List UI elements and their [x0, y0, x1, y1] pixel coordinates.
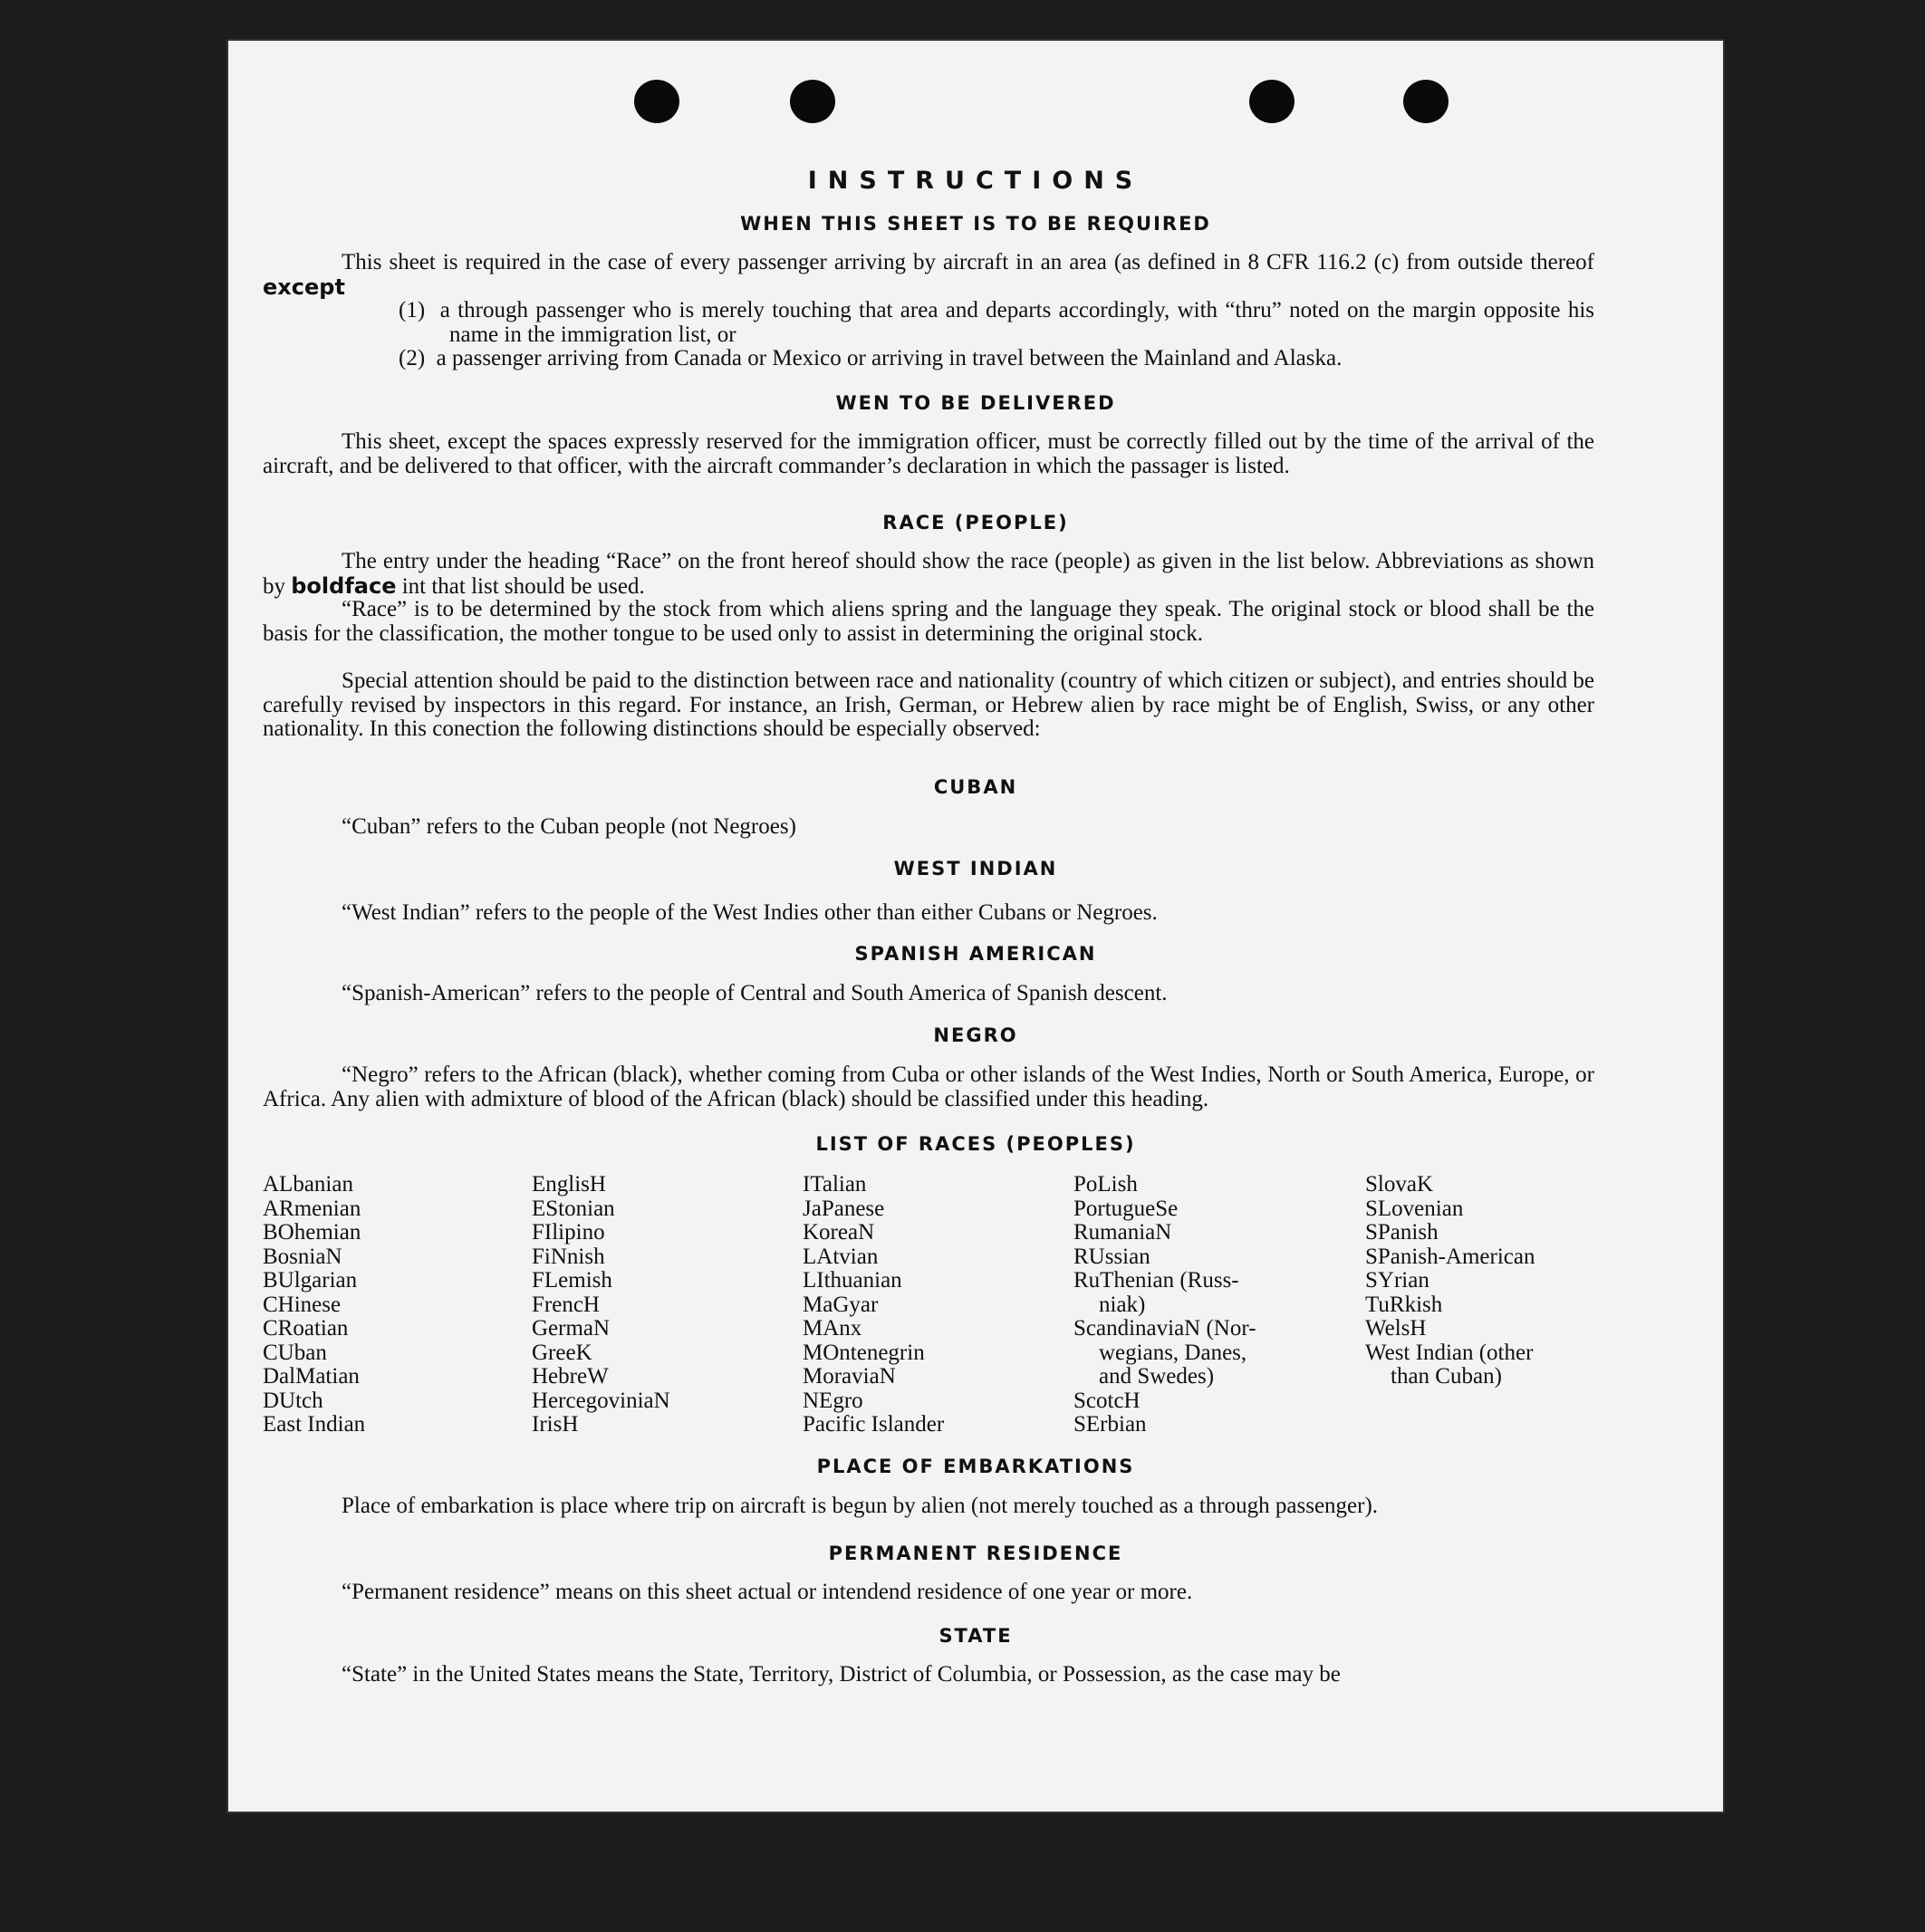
race-list-item: SLovenian [1365, 1196, 1464, 1221]
race-list-item: GermaN [532, 1316, 611, 1341]
section-heading-list-of-races: LIST OF RACES (PEOPLES) [815, 1133, 1136, 1155]
section-heading-race: RACE (PEOPLE) [882, 512, 1069, 533]
race-list-item: FiNnish [532, 1244, 605, 1269]
when-delivered-text: This sheet, except the spaces expressly reserved for the immigration officer, must be correctly filled out by the time of the arrival of the aircraft, and be delivered to that officer, with the aircraft commander’s declaration in which the passager is listed. [263, 429, 1594, 478]
race-list-item: DUtch [263, 1388, 323, 1413]
race-list-item: RumaniaN [1073, 1220, 1172, 1245]
section-heading-embarkation: PLACE OF EMBARKATIONS [816, 1456, 1135, 1477]
section-heading-when-required: WHEN THIS SHEET IS TO BE REQUIRED [740, 213, 1211, 235]
race-list-item: IrisH [532, 1412, 579, 1437]
race-list-item: KoreaN [803, 1220, 875, 1245]
state-text: “State” in the United States means the State, Territory, District of Columbia, or Possession, as the case may be [342, 1662, 1341, 1687]
race-list-item: FLemish [532, 1268, 612, 1293]
race-list-item: ALbanian [263, 1172, 353, 1197]
when-required-intro: This sheet is required in the case of every passenger arriving by aircraft in an area (as defined in 8 CFR 116.2 (c) from outside thereof except [263, 250, 1594, 300]
race-list-item: FrencH [532, 1292, 600, 1317]
punch-hole [790, 80, 835, 123]
west-indian-text: “West Indian” refers to the people of the West Indies other than either Cubans or Negroes. [342, 900, 1158, 925]
races-column-2 [532, 1173, 670, 1437]
race-list-item: GreeK [532, 1340, 592, 1365]
race-list-item: NEgro [803, 1388, 863, 1413]
race-list-item: DalMatian [263, 1364, 360, 1389]
race-list-item: West Indian (other [1365, 1340, 1534, 1365]
exception-item-1: (1) a through passenger who is merely touching that area and departs accordingly, with “thru” noted on the margin opposite his name in the immigration list, or [399, 298, 1594, 347]
negro-text: “Negro” refers to the African (black), whether coming from Cuba or other islands of the West Indies, North or South America, Europe, or Africa. Any alien with admixture of blood of the African (black) should be classified under this heading. [263, 1062, 1594, 1111]
race-list-item: MOntenegrin [803, 1340, 925, 1365]
spanish-american-text: “Spanish-American” refers to the people of Central and South America of Spanish descent. [342, 981, 1168, 1005]
race-list-item: SPanish-American [1365, 1244, 1535, 1269]
race-list-item: East Indian [263, 1412, 366, 1437]
race-list-item: LIthuanian [803, 1268, 902, 1293]
race-list-item: FIlipino [532, 1220, 605, 1245]
race-list-item: CHinese [263, 1292, 342, 1317]
race-list-item: ScandinaviaN (Nor- [1073, 1316, 1256, 1341]
race-list-item: MaGyar [803, 1292, 879, 1317]
document-title: INSTRUCTIONS [807, 167, 1144, 195]
race-list-item: CRoatian [263, 1316, 349, 1341]
race-list-item: JaPanese [803, 1196, 885, 1221]
race-list-item: BOhemian [263, 1220, 361, 1245]
race-list-item: wegians, Danes, [1099, 1340, 1247, 1365]
cuban-text: “Cuban” refers to the Cuban people (not Negroes) [342, 814, 796, 839]
race-list-item: CUban [263, 1340, 327, 1365]
race-list-item: SYrian [1365, 1268, 1429, 1293]
race-paragraph-1: The entry under the heading “Race” on the front hereof should show the race (people) as given in the list below. Abbreviations as shown by boldface int that list should be used. [263, 549, 1594, 599]
race-list-item: Pacific Islander [803, 1412, 945, 1437]
race-list-item: TuRkish [1365, 1292, 1443, 1317]
race-list-item: WelsH [1365, 1316, 1427, 1341]
race-list-item: RUssian [1073, 1244, 1150, 1269]
race-list-item: RuThenian (Russ- [1073, 1268, 1239, 1293]
race-list-item: LAtvian [803, 1244, 879, 1269]
race-list-item: EnglisH [532, 1172, 606, 1197]
punch-hole [634, 80, 679, 123]
race-list-item: PortugueSe [1073, 1196, 1179, 1221]
race-list-item: EStonian [532, 1196, 615, 1221]
section-heading-state: STATE [938, 1625, 1013, 1647]
race-list-item: ScotcH [1073, 1388, 1141, 1413]
race-list-item: SErbian [1073, 1412, 1147, 1437]
race-list-item: BosniaN [263, 1244, 342, 1269]
race-paragraph-2: “Race” is to be determined by the stock from which aliens spring and the language they speak. The original stock or blood shall be the basis for the classification, the mother tongue to be used only to assist in determining the original stock. [263, 597, 1594, 646]
permanent-residence-text: “Permanent residence” means on this sheet actual or intendend residence of one year or more. [342, 1580, 1193, 1604]
race-paragraph-3: Special attention should be paid to the distinction between race and nationality (country of which citizen or subject), and entries should be carefully revised by inspectors in this regard. For instance, an Irish, German, or Hebrew alien by race might be of English, Swiss, or any other nationality. In this conection the following distinctions should be especially observed: [263, 668, 1594, 741]
races-column-1 [263, 1173, 365, 1437]
race-list-item: MoraviaN [803, 1364, 896, 1389]
race-list-item: PoLish [1073, 1172, 1138, 1197]
section-heading-spanish-american: SPANISH AMERICAN [854, 943, 1097, 965]
races-column-5 [1365, 1173, 1535, 1389]
section-heading-permanent-residence: PERMANENT RESIDENCE [828, 1543, 1123, 1564]
punch-hole [1249, 80, 1295, 123]
race-list-item: SlovaK [1365, 1172, 1433, 1197]
races-column-4 [1073, 1173, 1256, 1437]
section-heading-west-indian: WEST INDIAN [893, 858, 1058, 879]
races-column-3 [803, 1173, 944, 1437]
section-heading-when-delivered: WEN TO BE DELIVERED [835, 392, 1116, 414]
race-list-item: than Cuban) [1391, 1364, 1502, 1389]
section-heading-cuban: CUBAN [933, 776, 1018, 798]
race-list-item: SPanish [1365, 1220, 1439, 1245]
race-list-item: HebreW [532, 1364, 609, 1389]
race-list-item: HercegoviniaN [532, 1388, 670, 1413]
race-list-item: and Swedes) [1099, 1364, 1215, 1389]
document-page [228, 41, 1723, 1812]
punch-hole [1403, 80, 1449, 123]
race-list-item: niak) [1099, 1292, 1146, 1317]
section-heading-negro: NEGRO [933, 1024, 1018, 1046]
embarkation-text: Place of embarkation is place where trip on aircraft is begun by alien (not merely touched as a through passenger). [342, 1494, 1379, 1518]
race-list-item: ITalian [803, 1172, 867, 1197]
race-list-item: BUlgarian [263, 1268, 358, 1293]
race-list-item: ARmenian [263, 1196, 361, 1221]
exception-item-2: (2) a passenger arriving from Canada or Mexico or arriving in travel between the Mainland and Alaska. [399, 346, 1343, 370]
race-list-item: MAnx [803, 1316, 862, 1341]
